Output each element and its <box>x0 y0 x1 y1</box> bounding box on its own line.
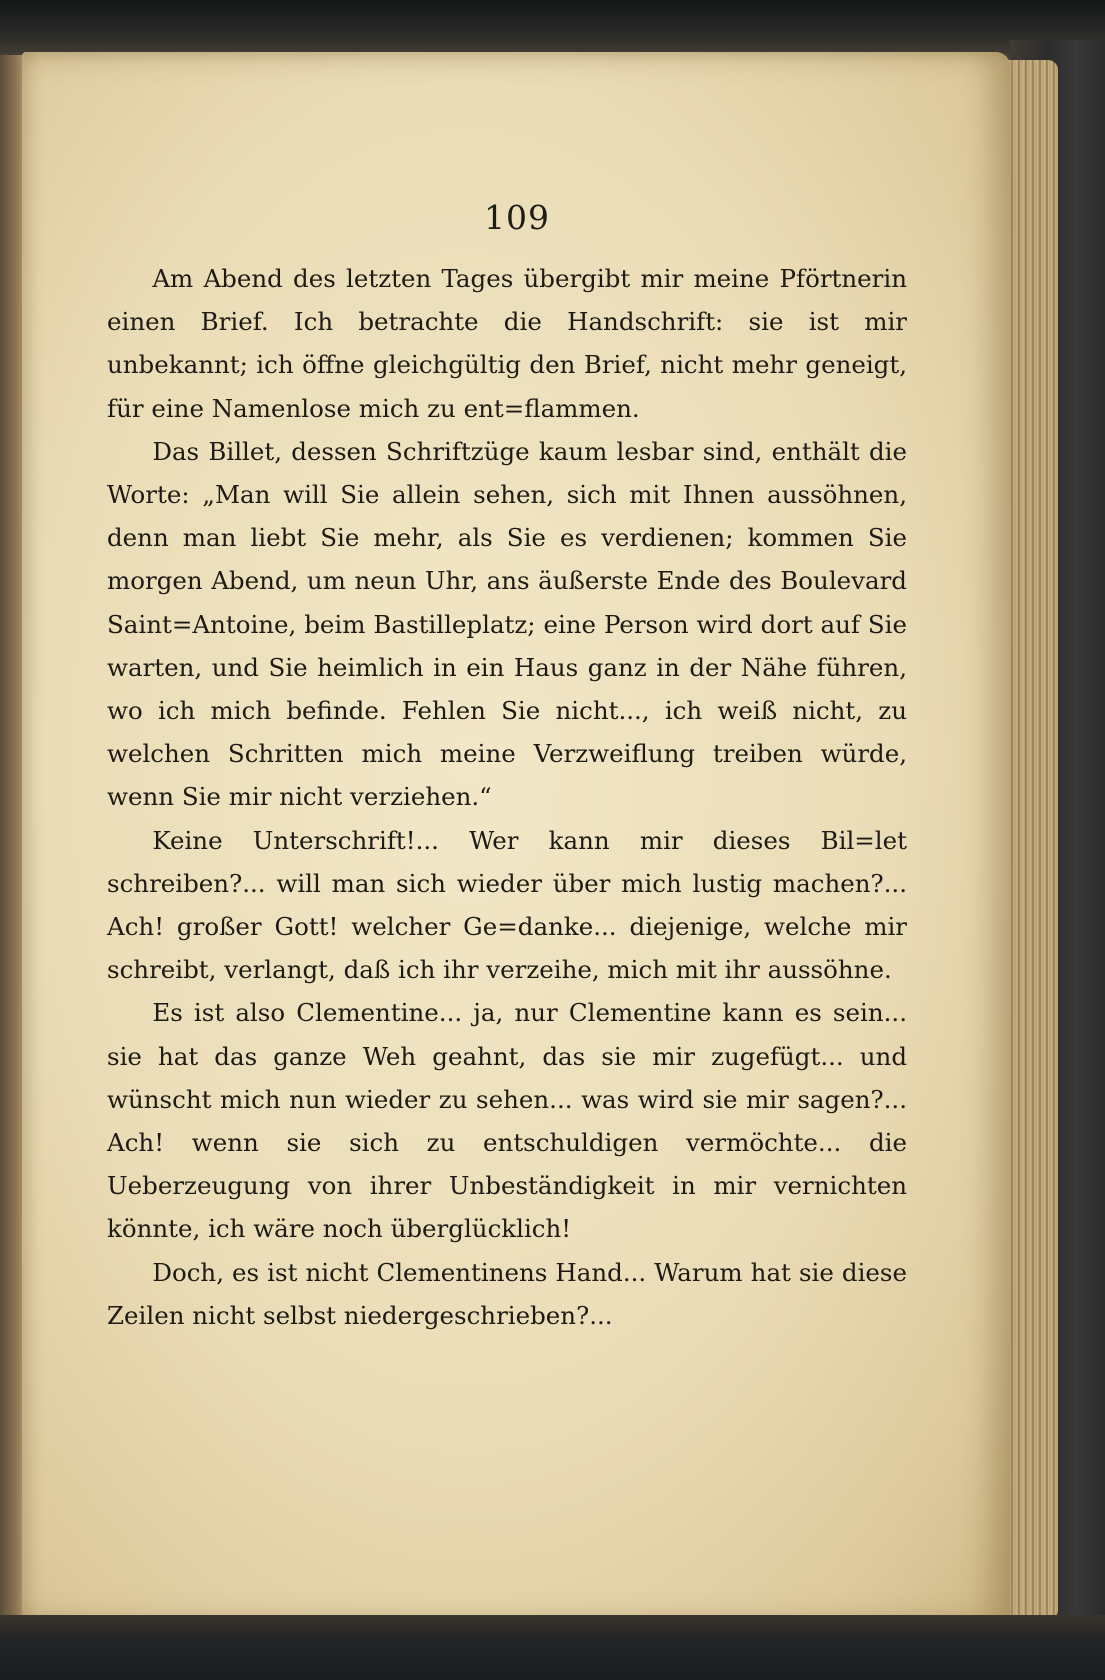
paragraph: Keine Unterschrift!... Wer kann mir dieses Bil=let schreiben?... will man sich wieder über mich lustig machen?... Ach! großer Gott! welcher Ge=danke... diejenige, welche mir schreibt, verlangt, daß ich ihr verzeihe, mich mit ihr aussöhne. <box>107 825 907 985</box>
book-page <box>22 52 1010 1624</box>
backdrop-top <box>0 0 1105 60</box>
page-number: 109 <box>484 198 550 237</box>
paragraph: Doch, es ist nicht Clementinens Hand... Warum hat sie diese Zeilen nicht selbst niedergeschrieben?... <box>107 1257 907 1330</box>
page-text <box>107 257 907 1337</box>
backdrop-bottom <box>0 1615 1105 1680</box>
paragraph: Das Billet, dessen Schriftzüge kaum lesbar sind, enthält die Worte: „Man will Sie allein sehen, sich mit Ihnen aussöhnen, denn man liebt Sie mehr, als Sie es verdienen; kommen Sie morgen Abend, um neun Uhr, ans äußerste Ende des Boulevard Saint=Antoine, beim Bastilleplatz; eine Person wird dort auf Sie warten, und Sie heimlich in ein Haus ganz in der Nähe führen, wo ich mich befinde. Fehlen Sie nicht..., ich weiß nicht, zu welchen Schritten mich meine Verzweiflung treiben würde, wenn Sie mir nicht verziehen.“ <box>107 436 907 812</box>
paragraph: Am Abend des letzten Tages übergibt mir meine Pförtnerin einen Brief. Ich betrachte die Handschrift: sie ist mir unbekannt; ich öffne gleichgültig den Brief, nicht mehr geneigt, für eine Namenlose mich zu ent=flammen. <box>107 264 907 423</box>
paragraph: Es ist also Clementine... ja, nur Clementine kann es sein... sie hat das ganze Weh geahnt, das sie mir zugefügt... und wünscht mich nun wieder zu sehen... was wird sie mir sagen?... Ach! wenn sie sich zu entschuldigen vermöchte... die Ueberzeugung von ihrer Unbeständigkeit in mir vernichten könnte, ich wäre noch überglücklich! <box>107 998 907 1244</box>
